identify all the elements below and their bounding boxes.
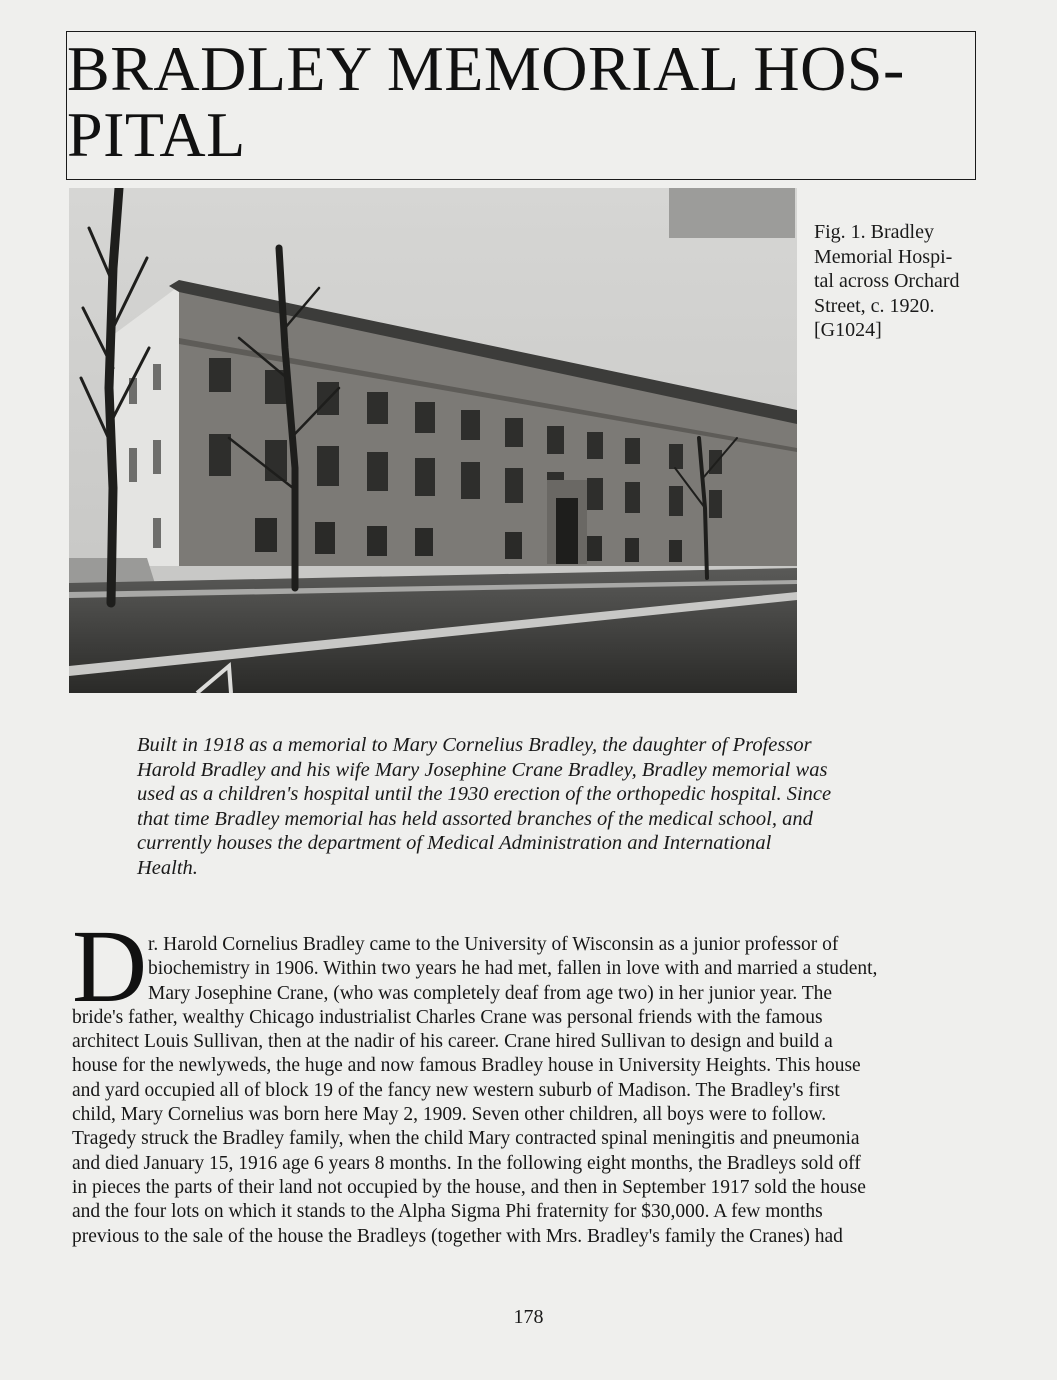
body-line: and yard occupied all of block 19 of the fancy new western suburb of Madison. The Bradley's first xyxy=(72,1079,840,1101)
figure-caption xyxy=(814,220,989,343)
body-text xyxy=(72,933,1002,1249)
caption-line: Street, c. 1920. xyxy=(814,294,935,317)
body-line: in pieces the parts of their land not occupied by the house, and then in September 1917 sold the house xyxy=(72,1176,866,1198)
abstract-line: used as a children's hospital until the 1930 erection of the orthopedic hospital. Since xyxy=(137,783,832,806)
title-line: BRADLEY MEMORIAL HOS- xyxy=(67,33,905,104)
body-line: previous to the sale of the house the Bradleys (together with Mrs. Bradley's family the Cranes) had xyxy=(72,1225,843,1247)
body-line: house for the newlyweds, the huge and now famous Bradley house in University Heights. This house xyxy=(72,1055,861,1077)
body-line: r. Harold Cornelius Bradley came to the University of Wisconsin as a junior professor of xyxy=(148,934,839,955)
body-line: bride's father, wealthy Chicago industrialist Charles Crane was personal friends with the famous xyxy=(72,1006,823,1028)
body-line: Mary Josephine Crane, (who was completely deaf from age two) in her junior year. The xyxy=(148,982,833,1004)
caption-line: Fig. 1. Bradley xyxy=(814,221,934,243)
caption-line: [G1024] xyxy=(814,319,882,341)
page-title xyxy=(67,33,977,170)
abstract xyxy=(137,733,937,881)
body-line: architect Louis Sullivan, then at the nadir of his career. Crane hired Sullivan to design and build a xyxy=(72,1031,833,1053)
title-box xyxy=(66,31,976,180)
abstract-line: Health. xyxy=(137,856,198,879)
body-line: biochemistry in 1906. Within two years he had met, fallen in love with and married a student, xyxy=(148,958,878,980)
abstract-line: that time Bradley memorial has held assorted branches of the medical school, and xyxy=(137,807,813,830)
hospital-photo xyxy=(69,188,797,693)
body-line: and died January 15, 1916 age 6 years 8 months. In the following eight months, the Bradleys sold off xyxy=(72,1152,861,1174)
abstract-line: Harold Bradley and his wife Mary Josephine Crane Bradley, Bradley memorial was xyxy=(137,758,828,781)
body-line: and the four lots on which it stands to the Alpha Sigma Phi fraternity for $30,000. A few months xyxy=(72,1201,823,1223)
abstract-line: Built in 1918 as a memorial to Mary Cornelius Bradley, the daughter of Professor xyxy=(137,734,812,756)
drop-cap: D xyxy=(72,909,148,1024)
caption-line: Memorial Hospi- xyxy=(814,245,953,268)
page-number: 178 xyxy=(513,1306,544,1328)
body-line: Tragedy struck the Bradley family, when the child Mary contracted spinal meningitis and pneumonia xyxy=(72,1128,860,1150)
body-line: child, Mary Cornelius was born here May 2, 1909. Seven other children, all boys were to follow. xyxy=(72,1104,827,1126)
title-line: PITAL xyxy=(67,99,246,170)
abstract-line: currently houses the department of Medical Administration and International xyxy=(137,832,772,855)
caption-line: tal across Orchard xyxy=(814,270,960,292)
